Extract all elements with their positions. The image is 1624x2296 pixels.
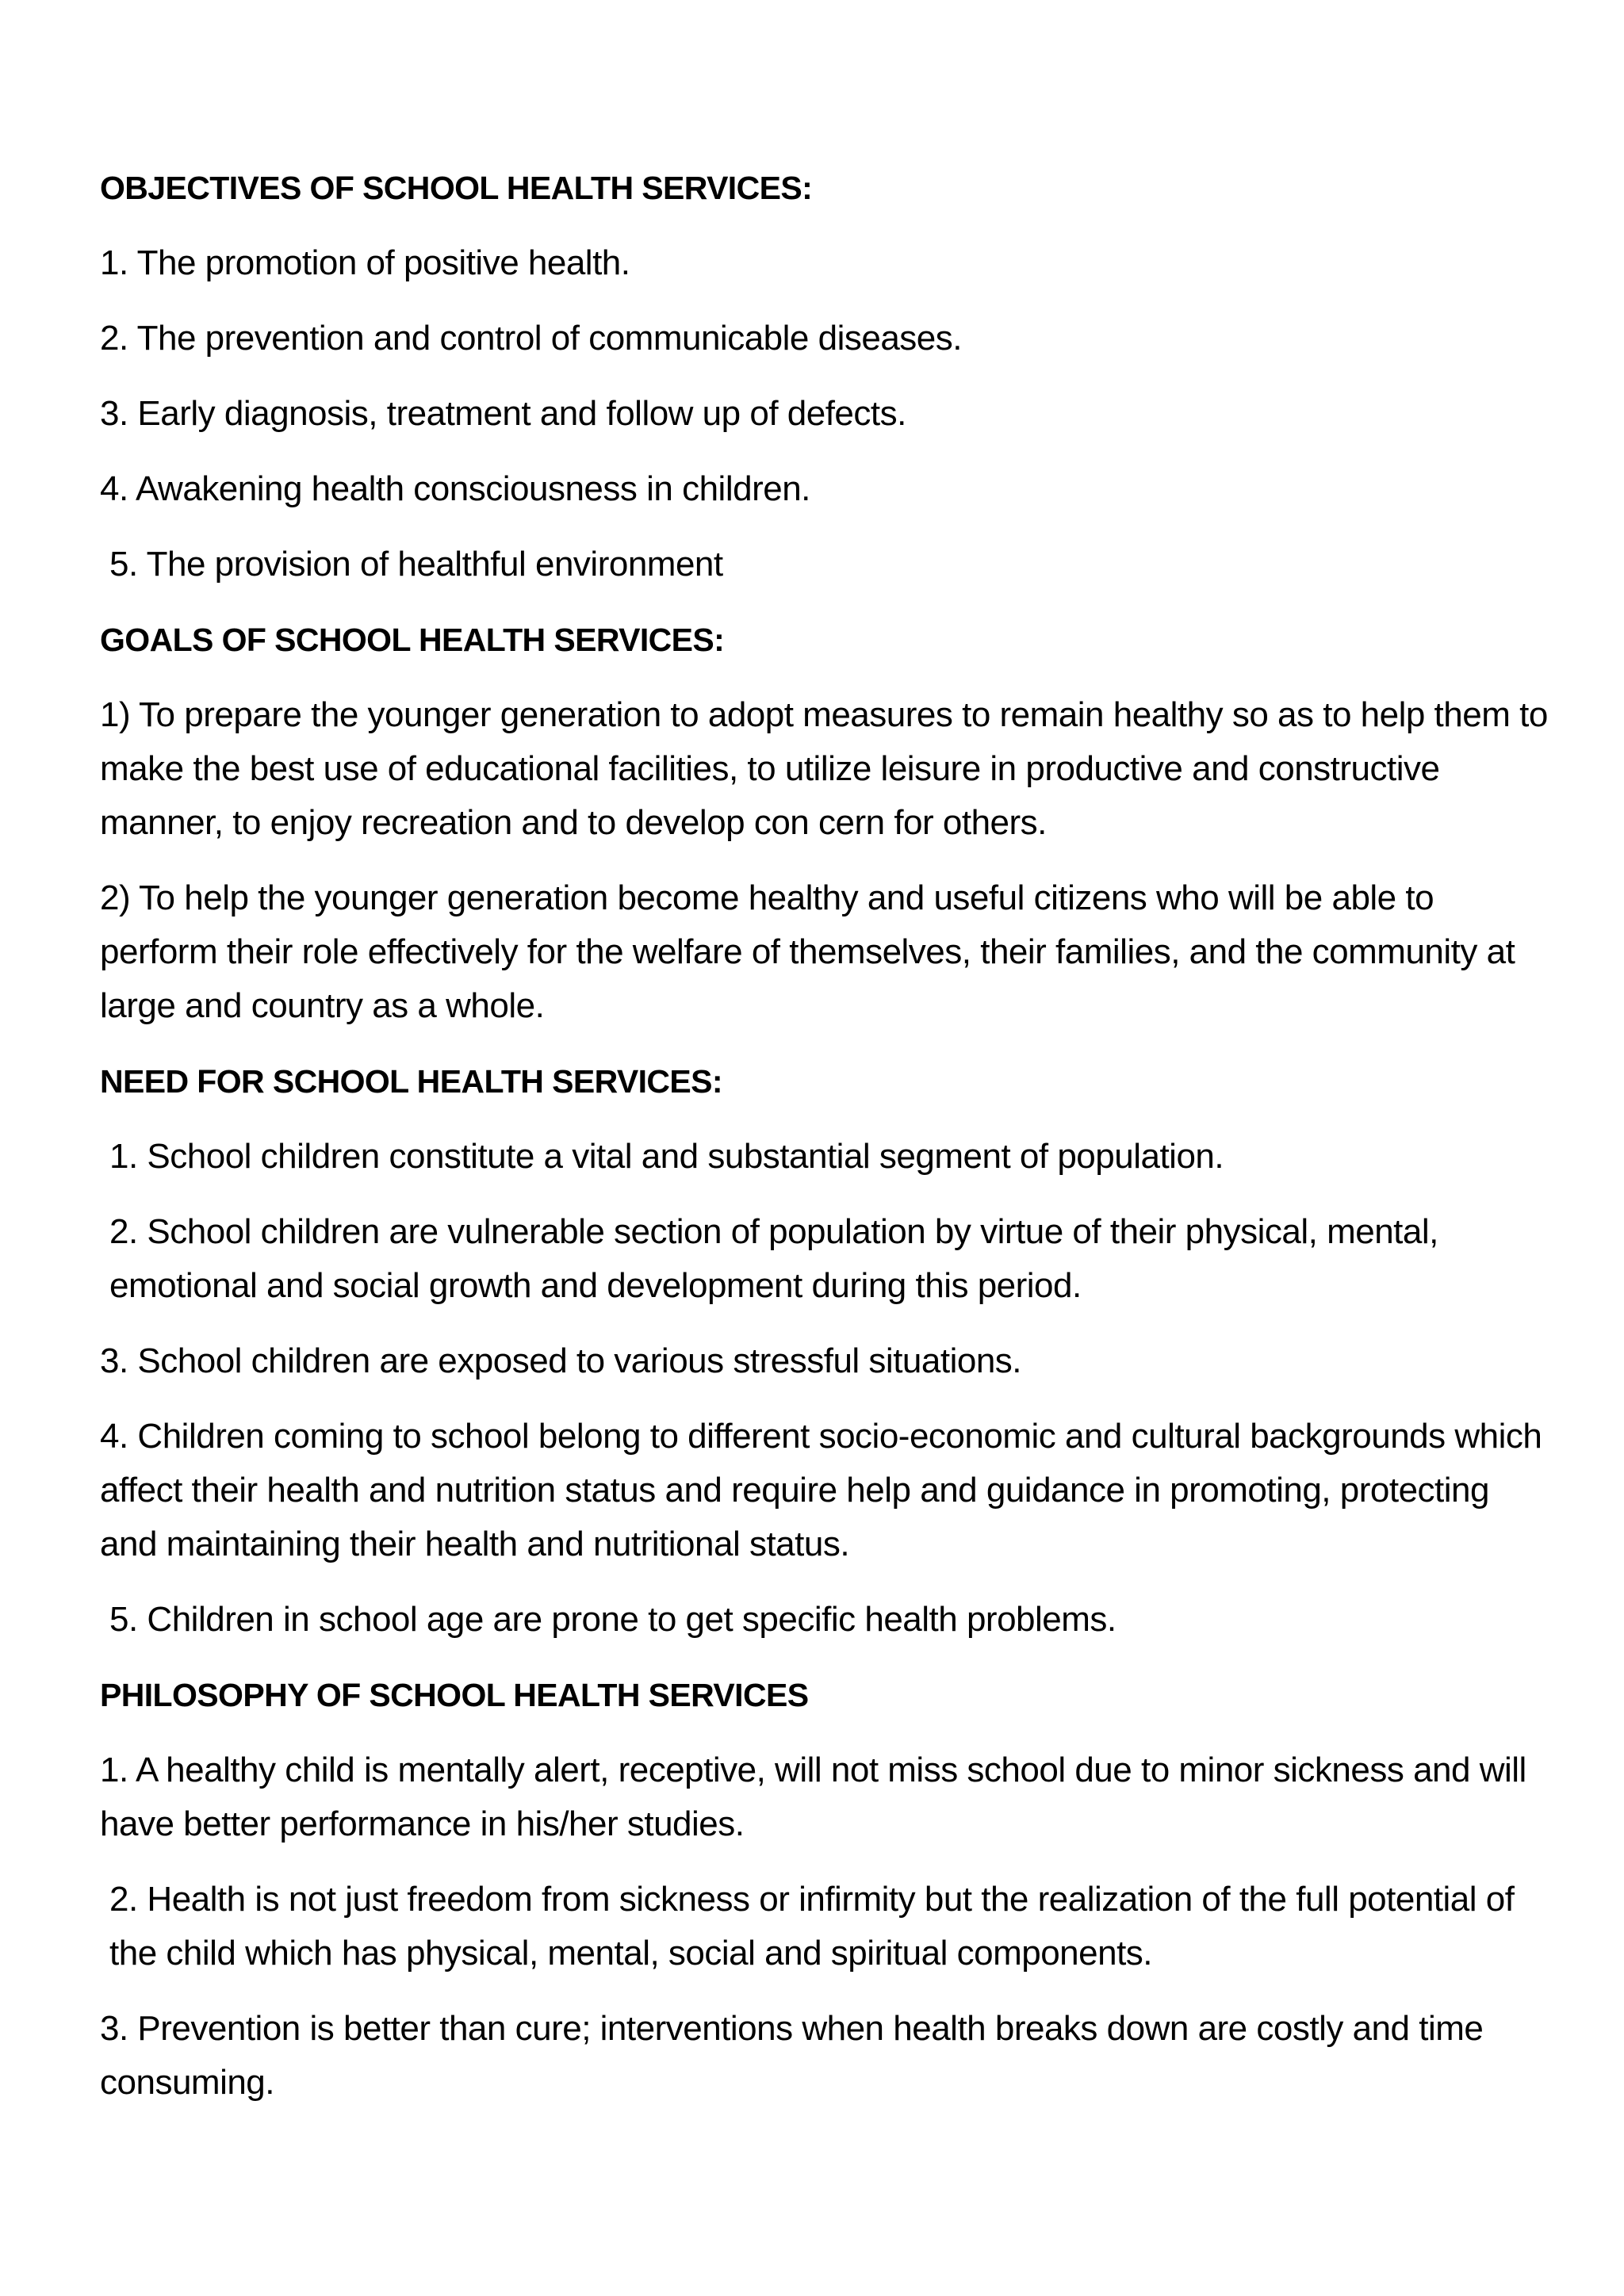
- goal-item: 2) To help the younger generation become healthy and useful citizens who will be able to perform their role effectively for the welfare of themselves, their families, and the community at large and country as a whole.: [100, 878, 1515, 1025]
- philosophy-section: [100, 1668, 1551, 2110]
- need-heading: NEED FOR SCHOOL HEALTH SERVICES:: [100, 1063, 722, 1100]
- philosophy-item: 1. A healthy child is mentally alert, receptive, will not miss school due to minor sickness and will have better performance in his/her studies.: [100, 1751, 1526, 1843]
- philosophy-heading: PHILOSOPHY OF SCHOOL HEALTH SERVICES: [100, 1677, 809, 1713]
- need-item: 1. School children constitute a vital and substantial segment of population.: [109, 1137, 1224, 1176]
- goals-section: [100, 613, 1551, 1033]
- objectives-heading: OBJECTIVES OF SCHOOL HEALTH SERVICES:: [100, 170, 813, 206]
- objective-item: 3. Early diagnosis, treatment and follow up of defects.: [100, 394, 906, 433]
- objectives-section: [100, 161, 1551, 591]
- philosophy-item: 2. Health is not just freedom from sickness or infirmity but the realization of the full potential of the child which has physical, mental, social and spiritual components.: [109, 1880, 1515, 1973]
- need-item: 2. School children are vulnerable section of population by virtue of their physical, mental, emotional and social growth and development during this period.: [109, 1212, 1438, 1305]
- need-item: 4. Children coming to school belong to different socio-economic and cultural backgrounds which affect their health and nutrition status and require help and guidance in promoting, protecting and maintaining their health and nutritional status.: [100, 1417, 1542, 1563]
- document-body: [100, 161, 1551, 2131]
- need-item: 5. Children in school age are prone to get specific health problems.: [109, 1600, 1116, 1639]
- objective-item: 2. The prevention and control of communicable diseases.: [100, 319, 963, 358]
- need-item: 3. School children are exposed to various stressful situations.: [100, 1341, 1022, 1380]
- goals-heading: GOALS OF SCHOOL HEALTH SERVICES:: [100, 622, 725, 658]
- objective-item: 4. Awakening health consciousness in children.: [100, 469, 810, 508]
- objective-item: 1. The promotion of positive health.: [100, 243, 630, 282]
- need-section: [100, 1054, 1551, 1647]
- goal-item: 1) To prepare the younger generation to adopt measures to remain healthy so as to help them to make the best use of educational facilities, to utilize leisure in productive and constructive manner, to enjoy recreation and to develop con cern for others.: [100, 695, 1548, 842]
- philosophy-item: 3. Prevention is better than cure; interventions when health breaks down are costly and time consuming.: [100, 2009, 1484, 2102]
- objective-item: 5. The provision of healthful environment: [109, 545, 723, 584]
